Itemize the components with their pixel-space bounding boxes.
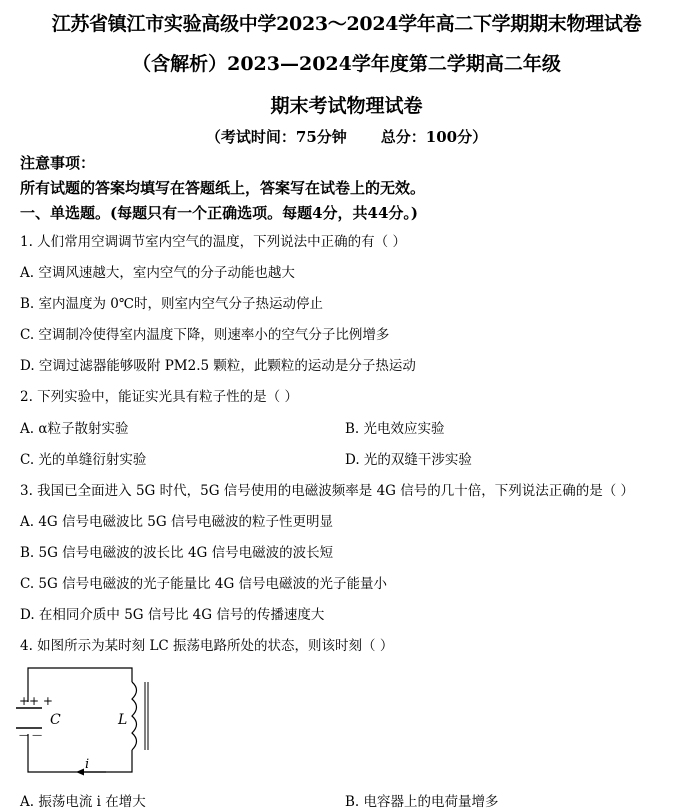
title-line-3: 期末考试物理试卷 — [270, 95, 423, 117]
current-arrow-icon — [76, 769, 84, 776]
question-1-option-d: D. 空调过滤器能够吸附 PM2.5 颗粒，此颗粒的运动是分子热运动 — [20, 358, 416, 374]
section-heading: 一、单选题。(每题只有一个正确选项。每题4分，共44分。) — [20, 204, 419, 222]
title-line-2: （含解析）2023—2024学年度第二学期高二年级 — [132, 53, 561, 75]
question-4-option-a: A. 振荡电流 i 在增大 — [20, 794, 146, 810]
question-3-option-c: C. 5G 信号电磁波的光子能量比 4G 信号电磁波的光子能量小 — [20, 576, 388, 592]
question-2-option-a: A. α粒子散射实验 — [20, 421, 129, 437]
question-3-option-d: D. 在相同介质中 5G 信号比 4G 信号的传播速度大 — [20, 607, 325, 623]
question-2-option-b: B. 光电效应实验 — [345, 421, 445, 437]
question-2-option-c: C. 光的单缝衍射实验 — [20, 452, 147, 468]
question-1-stem: 1. 人们常用空调调节室内空气的温度，下列说法中正确的有（ ） — [20, 234, 406, 250]
inductor-label: L — [118, 712, 128, 728]
notes-heading: 注意事项： — [20, 154, 96, 172]
question-1-option-c: C. 空调制冷使得室内温度下降，则速率小的空气分子比例增多 — [20, 327, 390, 343]
exam-time: （考试时间：75分钟 — [205, 128, 347, 146]
total-score: 总分：100分） — [380, 128, 488, 146]
question-4-stem: 4. 如图所示为某时刻 LC 振荡电路所处的状态，则该时刻（ ） — [20, 638, 394, 654]
lc-circuit-diagram — [14, 664, 154, 782]
capacitor-minus-signs: — — — [19, 730, 43, 741]
question-3-option-b: B. 5G 信号电磁波的波长比 4G 信号电磁波的波长短 — [20, 545, 334, 561]
capacitor-label: C — [50, 712, 61, 728]
exam-info — [0, 126, 693, 147]
inductor-coil — [132, 682, 137, 750]
question-2-option-d: D. 光的双缝干涉实验 — [345, 452, 472, 468]
question-3-stem: 3. 我国已全面进入 5G 时代，5G 信号使用的电磁波频率是 4G 信号的几十倍，下列说法正确的是（ ） — [20, 483, 635, 499]
question-1-option-a: A. 空调风速越大，室内空气的分子动能也越大 — [20, 265, 295, 281]
question-4-option-b: B. 电容器上的电荷量增多 — [345, 794, 499, 810]
current-label: i — [85, 757, 90, 772]
notes-rule: 所有试题的答案均填写在答题纸上，答案写在试卷上的无效。 — [20, 179, 426, 197]
question-3-option-a: A. 4G 信号电磁波比 5G 信号电磁波的粒子性更明显 — [20, 514, 333, 530]
capacitor-plus-signs: ++ + — [19, 694, 53, 708]
title-line-1: 江苏省镇江市实验高级中学2023～2024学年高二下学期期末物理试卷 — [51, 13, 642, 35]
question-1-option-b: B. 室内温度为 0℃时，则室内空气分子热运动停止 — [20, 296, 323, 312]
question-2-stem: 2. 下列实验中，能证实光具有粒子性的是（ ） — [20, 389, 298, 405]
